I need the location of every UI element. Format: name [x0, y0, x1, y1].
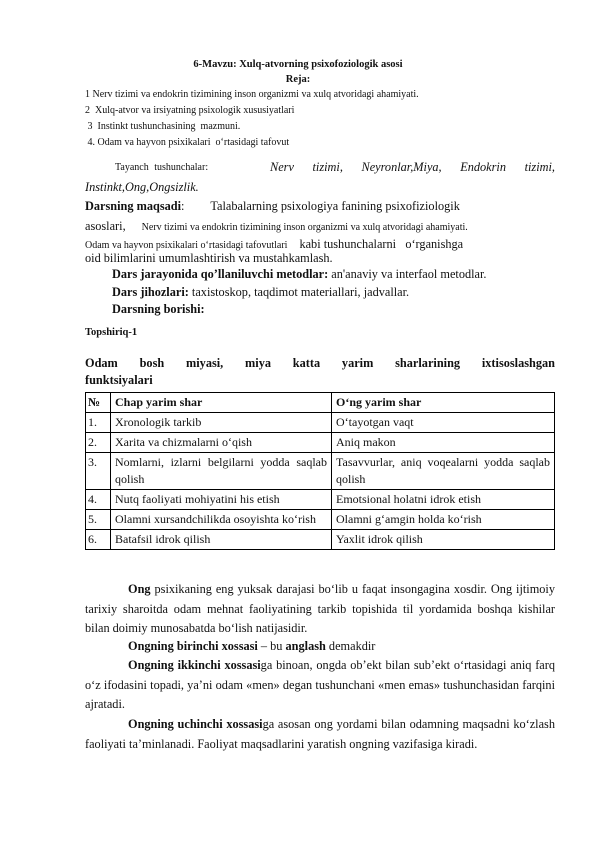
key-concepts-text-1: Nerv tizimi, Neyronlar,Miya, Endokrin tizimi,	[270, 160, 555, 174]
lesson-goal-text-1: Talabalarning psixologiya fanining psixofiziologik	[210, 199, 460, 213]
table-row: 2. Xarita va chizmalarni o‘qish Aniq makon	[86, 433, 555, 453]
table-header-number: №	[86, 393, 111, 413]
lesson-goal-colon: :	[181, 199, 185, 213]
paragraph-first-property: Ongning birinchi xossasi – bu anglash demakdir	[128, 639, 376, 653]
paragraph-third-property: Ongning uchinchi xossasiga asosan ong yordami bilan odamning maqsadni ko‘zlash faoliyati ta’minlanadi. Faoliyat maqsadlarini yaratish ongning vazifasiga kiradi.	[85, 717, 555, 751]
lesson-goal-line-4: oid bilimlarini umumlashtirish va mustahkamlash.	[85, 251, 333, 265]
table-header-right: O‘ng yarim shar	[332, 393, 555, 413]
plan-heading: Reja:	[285, 74, 311, 85]
page-title: 6-Mavzu: Xulq-atvorning psixofoziologik asosi	[193, 59, 403, 70]
lesson-goal-line-1	[85, 199, 460, 214]
equipment-label: Dars jihozlari:	[112, 285, 189, 299]
table-row: 4. Nutq faoliyati mohiyatini his etish Emotsional holatni idrok etish	[86, 490, 555, 510]
equipment-line	[112, 285, 409, 300]
lesson-goal-line-2: asoslari, Nerv tizimi va endokrin tizimining inson organizmi va xulq atvoridagi ahamiyati.	[85, 219, 468, 233]
table-header-row	[86, 393, 555, 413]
table-heading-line-1: Odam bosh miyasi, miya katta yarim sharlarining ixtisoslashgan	[85, 356, 555, 370]
task-label: Topshiriq-1	[85, 327, 138, 338]
paragraph-second-property: Ongning ikkinchi xossasiga binoan, ongda ob’ekt bilan sub’ekt o‘rtasidagi aniq farq o‘z ifodasini topadi, ya’ni odam «men» degan tushunchani «men emas» tushunchasidan farqini ajratadi.	[85, 658, 555, 711]
paragraph-ong: Ong psixikaning eng yuksak darajasi bo‘lib u faqat insongagina xosdir. Ong ijtimoiy tarixiy sharoitda odam mehnat faoliyatining tarkib topishida til yordamida boshqa kishilar bilan doimiy munosabatda bo‘lish natijasidir.	[85, 582, 555, 635]
methods-line	[112, 267, 487, 282]
table-row: 5. Olamni xursandchilikda osoyishta ko‘rish Olamni g‘amgin holda ko‘rish	[86, 510, 555, 530]
table-heading-line-2: funktsiyalari	[85, 373, 153, 387]
methods-text: an'anaviy va interfaol metodlar.	[328, 267, 487, 281]
table-row: 6. Batafsil idrok qilish Yaxlit idrok qilish	[86, 530, 555, 550]
key-concepts-label: Tayanch tushunchalar:	[115, 162, 209, 173]
plan-item-3: 3 Instinkt tushunchasining mazmuni.	[85, 121, 241, 132]
table-row: 1. Xronologik tarkib O‘tayotgan vaqt	[86, 413, 555, 433]
lesson-goal-label: Darsning maqsadi	[85, 199, 182, 213]
methods-label: Dars jarayonida qo’llaniluvchi metodlar:	[112, 267, 329, 281]
lesson-flow-label: Darsning borishi:	[112, 302, 205, 316]
plan-item-2: 2 Xulq-atvor va irsiyatning psixologik xususiyatlari	[85, 105, 295, 116]
table-header-left: Chap yarim shar	[111, 393, 332, 413]
equipment-text: taxistoskop, taqdimot materiallari, jadvallar.	[188, 285, 410, 299]
table-row: 3. Nomlarni, izlarni belgilarni yodda saqlab qolish Tasavvurlar, aniq voqealarni yodda saqlab qolish	[86, 453, 555, 490]
key-concepts-text-2: Instinkt,Ong,Ongsizlik.	[85, 180, 199, 194]
hemispheres-table	[85, 392, 555, 550]
lesson-goal-line-3: Odam va hayvon psixikalari o‘rtasidagi tafovutlari kabi tushunchalarni o‘rganishga	[85, 237, 464, 251]
plan-item-1: 1 Nerv tizimi va endokrin tizimining inson organizmi va xulq atvoridagi ahamiyati.	[85, 89, 419, 100]
plan-item-4: 4. Odam va hayvon psixikalari o‘rtasidagi tafovut	[85, 137, 290, 148]
